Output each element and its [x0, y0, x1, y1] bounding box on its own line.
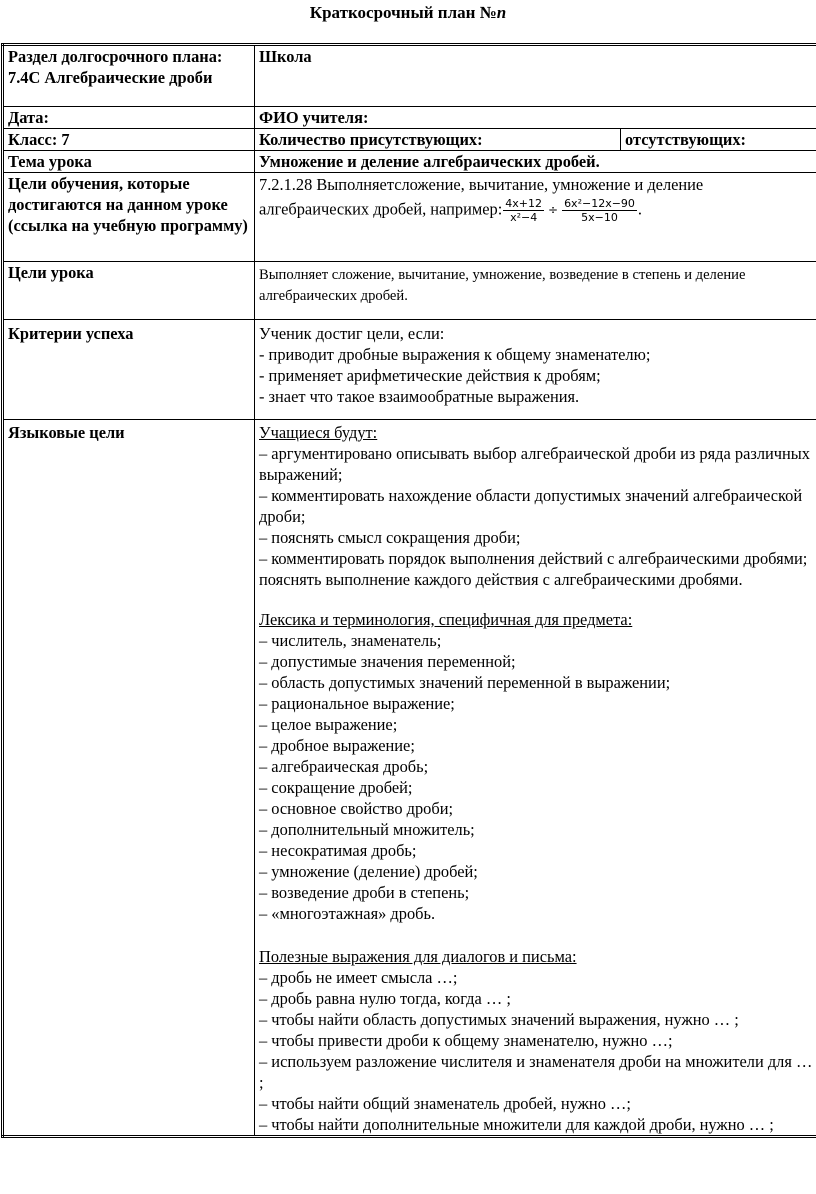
vocab-item: – алгебраическая дробь;: [259, 757, 429, 776]
students-item: пояснять выполнение каждого действия с алгебраическими дробями.: [259, 570, 743, 589]
fraction-two-denominator: 5x−10: [581, 211, 618, 224]
vocab-item: – несократимая дробь;: [259, 841, 417, 860]
students-item: – пояснять смысл сокращения дроби;: [259, 528, 521, 547]
phrase-item: – дробь равна нулю тогда, когда … ;: [259, 989, 511, 1008]
vocab-item: – дополнительный множитель;: [259, 820, 475, 839]
vocab-item: – числитель, знаменатель;: [259, 631, 442, 650]
vocab-heading: Лексика и терминология, специфичная для предмета:: [259, 610, 633, 629]
class-label: Класс: 7: [3, 129, 255, 151]
fraction-one: [503, 197, 544, 224]
fraction-one-numerator: 4x+12: [505, 197, 542, 210]
criteria-item: - знает что такое взаимообратные выражения.: [259, 387, 580, 406]
phrase-item: – чтобы найти общий знаменатель дробей, нужно …;: [259, 1094, 631, 1113]
vocab-item: – допустимые значения переменной;: [259, 652, 516, 671]
vocab-item: – умножение (деление) дробей;: [259, 862, 478, 881]
phrase-item: – дробь не имеет смысла …;: [259, 968, 458, 987]
phrase-item: – используем разложение числителя и знаменателя дроби на множители для … ;: [259, 1052, 813, 1092]
vocab-item: – целое выражение;: [259, 715, 398, 734]
absent-label: отсутствующих:: [621, 129, 816, 151]
phrase-item: – чтобы найти область допустимых значений выражения, нужно … ;: [259, 1010, 739, 1029]
objectives-label: Цели обучения, которые достигаются на данном уроке (ссылка на учебную программу): [3, 173, 255, 262]
objectives-cell: [255, 173, 816, 262]
vocab-item: – дробное выражение;: [259, 736, 415, 755]
vocab-item: – основное свойство дроби;: [259, 799, 454, 818]
school-label: Школа: [255, 45, 816, 107]
topic-label: Тема урока: [3, 151, 255, 173]
fraction-two: [562, 197, 637, 224]
goals-text: Выполняет сложение, вычитание, умножение, возведение в степень и деление алгебраических дробей.: [255, 262, 816, 320]
vocab-item: – возведение дроби в степень;: [259, 883, 470, 902]
row-section: [3, 45, 816, 107]
row-objectives: [3, 173, 816, 262]
students-will-heading: Учащиеся будут:: [259, 423, 378, 442]
spacer: [259, 924, 813, 946]
row-date: [3, 107, 816, 129]
row-goals: [3, 262, 816, 320]
row-class: [3, 129, 816, 151]
topic-value: Умножение и деление алгебраических дробей.: [255, 151, 816, 173]
fraction-one-denominator: x²−4: [510, 211, 538, 224]
division-operator: ÷: [548, 203, 559, 218]
lesson-plan-table: [1, 43, 816, 1138]
row-language: [3, 420, 816, 1137]
phrase-item: – чтобы привести дроби к общему знаменателю, нужно …;: [259, 1031, 673, 1050]
objectives-end: .: [637, 199, 643, 219]
criteria-intro: Ученик достиг цели, если:: [259, 324, 445, 343]
fraction-two-numerator: 6x²−12x−90: [564, 197, 635, 210]
row-criteria: [3, 320, 816, 420]
date-label: Дата:: [3, 107, 255, 129]
title-prefix: Краткосрочный план №: [309, 3, 497, 22]
criteria-label: Критерии успеха: [3, 320, 255, 420]
language-cell: [255, 420, 816, 1137]
row-topic: [3, 151, 816, 173]
vocab-item: – область допустимых значений переменной в выражении;: [259, 673, 671, 692]
objectives-text: 7.2.1.28 Выполняетсложение, вычитание, умножение и деление алгебраических дробей, например:: [259, 175, 704, 219]
present-label: Количество присутствующих:: [255, 129, 621, 151]
phrase-item: – чтобы найти дополнительные множители для каждой дроби, нужно … ;: [259, 1115, 774, 1134]
vocab-item: – сокращение дробей;: [259, 778, 413, 797]
page-title: [0, 2, 816, 24]
students-item: – аргументировано описывать выбор алгебраической дроби из ряда различных выражений;: [259, 444, 810, 484]
students-item: – комментировать нахождение области допустимых значений алгебраической дроби;: [259, 486, 803, 526]
students-item: – комментировать порядок выполнения действий с алгебраическими дробями;: [259, 549, 808, 568]
goals-label: Цели урока: [3, 262, 255, 320]
criteria-cell: [255, 320, 816, 420]
title-number: n: [496, 3, 507, 22]
criteria-item: - применяет арифметические действия к дробям;: [259, 366, 601, 385]
criteria-item: - приводит дробные выражения к общему знаменателю;: [259, 345, 651, 364]
section-label: Раздел долгосрочного плана: 7.4С Алгебраические дроби: [3, 45, 255, 107]
teacher-label: ФИО учителя:: [255, 107, 816, 129]
vocab-item: – «многоэтажная» дробь.: [259, 904, 436, 923]
phrases-heading: Полезные выражения для диалогов и письма:: [259, 947, 577, 966]
vocab-item: – рациональное выражение;: [259, 694, 455, 713]
spacer: [259, 590, 813, 609]
language-label: Языковые цели: [3, 420, 255, 1137]
